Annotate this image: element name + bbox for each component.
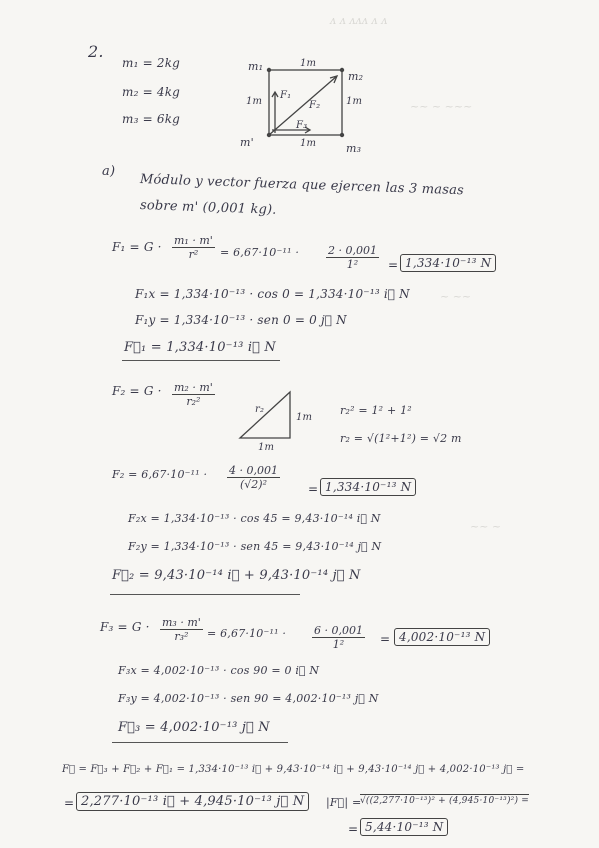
diagram-label-f1: F₁ — [280, 90, 292, 101]
diagram-label-m3: m₃ — [346, 142, 362, 155]
diagram-label-mprime: m' — [240, 136, 254, 149]
f2-fraction-values-numerator: 4 · 0,001 — [229, 464, 278, 477]
diagram-label-f2: F₂ — [309, 100, 321, 111]
f2-x-component: F₂x = 1,334·10⁻¹³ · cos 45 = 9,43·10⁻¹⁴ i⃗ N — [128, 512, 381, 525]
f2-fraction-values-denominator: (√2)² — [239, 478, 267, 491]
f2-y-component: F₂y = 1,334·10⁻¹³ · sen 45 = 9,43·10⁻¹⁴ j⃗ N — [128, 540, 382, 553]
total-force-sum: F⃗ = F⃗₃ + F⃗₂ + F⃗₁ = 1,334·10⁻¹³ i⃗ + 9,43·10⁻¹⁴ i⃗ + 9,43·10⁻¹⁴ j⃗ + 4,002·10⁻¹³ j⃗ = — [62, 764, 525, 775]
triangle-side-label: 1m — [296, 412, 313, 423]
f3-underline — [112, 742, 288, 743]
diagram-label-m2: m₂ — [348, 70, 364, 83]
mass-1-value: m₁ = 2kg — [122, 56, 181, 70]
f2-underline — [110, 594, 300, 595]
bleed-through-mark: ~ ~~ — [440, 290, 472, 303]
diagram-label-left-distance: 1m — [246, 96, 263, 107]
bleed-through-mark: ~~ ~ — [470, 520, 502, 533]
triangle-r2 — [240, 392, 290, 438]
f1-fraction-values-denominator: 1² — [346, 258, 359, 271]
f1-underline — [122, 360, 280, 361]
f1-x-component: F₁x = 1,334·10⁻¹³ · cos 0 = 1,334·10⁻¹³ i⃗ N — [135, 287, 410, 301]
triangle-hypotenuse-label: r₂ — [255, 404, 265, 415]
f2-fraction-values — [227, 464, 280, 491]
f3-fraction-values-denominator: 1² — [332, 638, 345, 651]
f3-fraction-masses-denominator: r₃² — [174, 630, 189, 643]
f3-fraction-values-numerator: 6 · 0,001 — [314, 624, 363, 637]
f1-fraction-values-numerator: 2 · 0,001 — [328, 244, 377, 257]
f3-constant-term: = 6,67·10⁻¹¹ · — [207, 627, 287, 640]
f1-fraction-masses-numerator: m₁ · m' — [174, 234, 213, 247]
worksheet-page: ᴧ ᴧ ᴧᴧᴧ ᴧ ᴧ ~~ ~ ~~~ ~ ~~ ~~ ~ 2. m₁ = 2kg m₂ = 4kg m₃ = 6kg m₁ 1m m₂ 1m 1m F₁ F₂ F₃ m' 1m m₃ a) Módulo y vector fuerza que ejercen las 3 masas sobre m' (0,001 kg). F₁ = G · $\frac{\text{m₁ · m'}}{\text{r²}}$ = 6,67·10⁻¹¹ · $\frac{2 \cdot 0,001}{\text{1²}}$ = 1,334·10⁻¹³ N F₁x = 1,334·10⁻¹³ · cos 0 = 1,334·10⁻¹³ i⃗ N F₁y = 1,334·10⁻¹³ · sen 0 = 0 j⃗ N F⃗₁ = 1,334·10⁻¹³ i⃗ N F₂ = G · $\frac{\text{m₂ · m'}}{\text{r₂²}}$ r₂ 1m 1m r₂² = 1² + 1² r₂ = √(1²+1²) = √2 m F₂ = 6,67·10⁻¹¹ · $\frac{4 \cdot 0,001}{\text{(√2)²}}$ = 1,334·10⁻¹³ N F₂x = 1,334·10⁻¹³ · cos 45 = 9,43·10⁻¹⁴ i⃗ N F₂y = 1,334·10⁻¹³ · sen 45 = 9,43·10⁻¹⁴ j⃗ N F⃗₂ = 9,43·10⁻¹⁴ i⃗ + 9,43·10⁻¹⁴ j⃗ N F₃ = G · $\frac{\text{m₃ · m'}}{\text{r₃²}}$ = 6,67·10⁻¹¹ · $\frac{6 \cdot 0,001}{\text{1²}}$ = 4,002·10⁻¹³ N F₃x = 4,002·10⁻¹³ · cos 90 = 0 i⃗ N F₃y = 4,002·10⁻¹³ · sen 90 = 4,002·10⁻¹³ j⃗ N F⃗₃ = 4,002·10⁻¹³ j⃗ N F⃗ = F⃗₃ + F⃗₂ + F⃗₁ = 1,334·10⁻¹³ i⃗ + 9,43·10⁻¹⁴ i⃗ + 9,43·10⁻¹⁴ j⃗ + 4,002·10⁻¹³ j⃗ = = 2,277·10⁻¹³ i⃗ + 4,945·10⁻¹³ j⃗ N |F⃗| = √((2,277·10⁻¹³)² + (4,945·10⁻¹³)²) = = 5,44·10⁻¹³ N — [0, 0, 599, 848]
f2-vector-result: F⃗₂ = 9,43·10⁻¹⁴ i⃗ + 9,43·10⁻¹⁴ j⃗ N — [112, 568, 361, 583]
f2-fraction-masses-denominator: r₂² — [186, 395, 201, 408]
f2-calculation: F₂ = 6,67·10⁻¹¹ · — [112, 468, 208, 481]
mass-3-value: m₃ = 6kg — [122, 112, 181, 126]
f3-fraction-values — [312, 624, 365, 651]
f1-y-component: F₁y = 1,334·10⁻¹³ · sen 0 = 0 j⃗ N — [135, 313, 347, 327]
f2-lhs: F₂ = G · — [112, 384, 162, 398]
bleed-through-mark: ᴧ ᴧ ᴧᴧᴧ ᴧ ᴧ — [330, 14, 388, 27]
part-a-label: a) — [102, 164, 116, 179]
f2-fraction-masses-numerator: m₂ · m' — [174, 381, 213, 394]
f3-lhs: F₃ = G · — [100, 620, 150, 634]
f2-result-box: 1,334·10⁻¹³ N — [320, 478, 416, 496]
f1-fraction-masses-denominator: r² — [188, 248, 199, 261]
modulus-lhs: |F⃗| = — [326, 796, 362, 809]
part-a-line-2: sobre m' (0,001 kg). — [139, 198, 277, 218]
r2-equation-1: r₂² = 1² + 1² — [340, 404, 412, 417]
part-a-line-1: Módulo y vector fuerza que ejercen las 3 masas — [139, 172, 465, 199]
bleed-through-mark: ~~ ~ ~~~ — [410, 100, 473, 113]
r2-equation-2: r₂ = √(1²+1²) = √2 m — [340, 432, 462, 445]
f1-constant-term: = 6,67·10⁻¹¹ · — [220, 246, 300, 259]
diagram-label-right-distance: 1m — [346, 96, 363, 107]
f3-x-component: F₃x = 4,002·10⁻¹³ · cos 90 = 0 i⃗ N — [118, 664, 320, 677]
f3-vector-result: F⃗₃ = 4,002·10⁻¹³ j⃗ N — [118, 720, 270, 735]
f1-result-box: 1,334·10⁻¹³ N — [400, 254, 496, 272]
diagram-label-bottom-distance: 1m — [300, 138, 317, 149]
total-force-vector-box: 2,277·10⁻¹³ i⃗ + 4,945·10⁻¹³ j⃗ N — [76, 792, 309, 811]
triangle-base-label: 1m — [258, 442, 275, 453]
f2-fraction-masses — [172, 381, 215, 408]
f1-lhs: F₁ = G · — [112, 240, 162, 254]
diagram-label-m1: m₁ — [248, 60, 264, 73]
modulus-result-box: 5,44·10⁻¹³ N — [360, 818, 448, 836]
mass-2-value: m₂ = 4kg — [122, 85, 181, 99]
f3-fraction-masses — [160, 616, 203, 643]
f3-y-component: F₃y = 4,002·10⁻¹³ · sen 90 = 4,002·10⁻¹³ j⃗ N — [118, 692, 379, 705]
f3-fraction-masses-numerator: m₃ · m' — [162, 616, 201, 629]
f1-fraction-masses — [172, 234, 215, 261]
f1-vector-result: F⃗₁ = 1,334·10⁻¹³ i⃗ N — [124, 340, 276, 355]
f3-result-box: 4,002·10⁻¹³ N — [394, 628, 490, 646]
diagram-label-top-distance: 1m — [300, 58, 317, 69]
diagram-label-f3: F₃ — [296, 120, 308, 131]
problem-number: 2. — [88, 42, 104, 61]
modulus-expression: √((2,277·10⁻¹³)² + (4,945·10⁻¹³)²) = — [360, 796, 529, 806]
f1-fraction-values — [326, 244, 379, 271]
